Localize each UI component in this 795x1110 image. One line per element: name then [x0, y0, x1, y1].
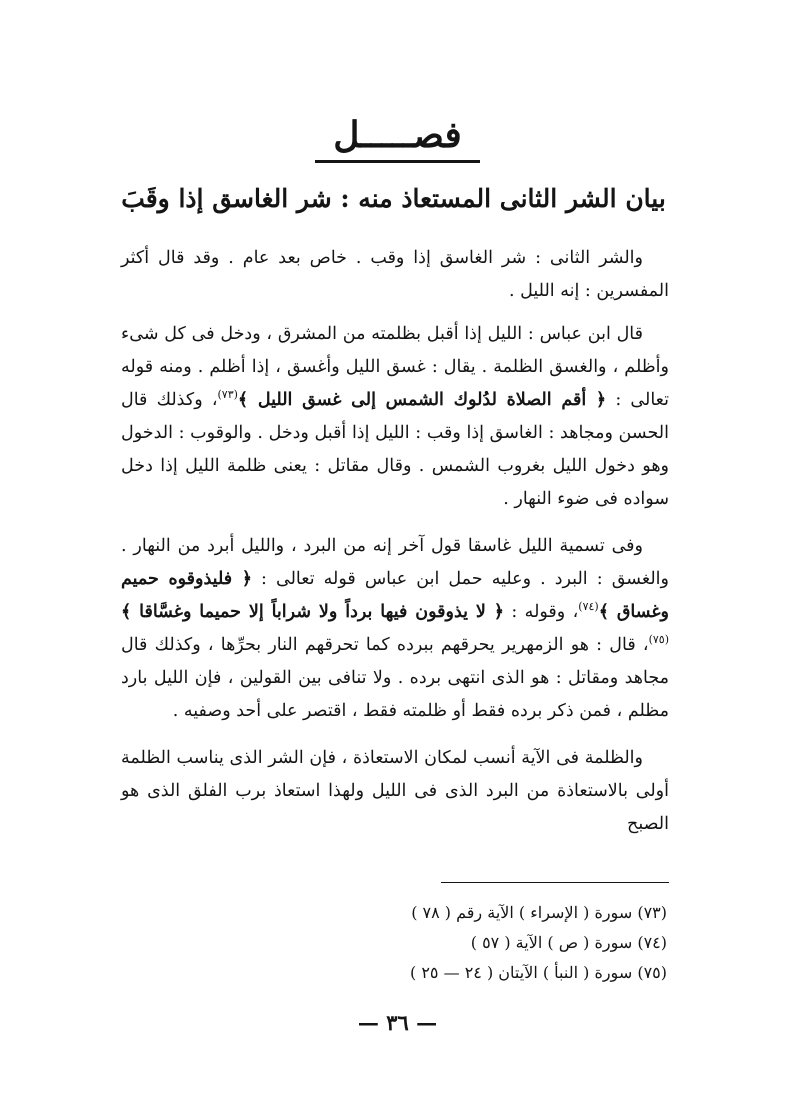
paragraph-text: والشر الثانى : شر الغاسق إذا وقب . خاص بعد عام . وقد قال أكثر المفسرين : إنه الليل .	[121, 248, 669, 301]
body-text	[121, 242, 669, 855]
quran-verse: ﴿ أقم الصلاة لدُلوك الشمس إلى غسق الليل ﴾	[237, 390, 607, 410]
paragraph-text: وفى تسمية الليل غاسقا قول آخر إنه من البرد ، والليل أبرد من النهار . والغسق : البرد . وعليه حمل ابن عباس قوله تعالى :	[121, 536, 669, 589]
section-heading-text: فصـــــل	[315, 112, 479, 163]
quran-verse: ﴿ لا يذوقون فيها برداً ولا شراباً إلا حميما وغسَّاقا ﴾	[121, 602, 505, 622]
footnote-reference: (٧٥)	[648, 633, 669, 647]
paragraph-1	[121, 242, 669, 308]
footnote-divider	[441, 882, 669, 883]
page-number: — ٣٦ —	[357, 1010, 438, 1035]
footnotes	[247, 898, 667, 988]
footnote-74: (٧٤) سورة ( ص ) الآية ( ٥٧ )	[470, 933, 667, 952]
paragraph-text: قال ابن عباس : الليل إذا أقبل بظلمته من المشرق ، ودخل فى كل شىء وأظلم ، والغسق الظلمة . يقال : غسق الليل وأغسق ، إذا أظلم . ومنه قوله تعالى :	[121, 324, 669, 410]
paragraph-2	[121, 318, 669, 516]
quran-verse: ﴿ فليذوقوه حميم وغساق ﴾	[121, 569, 669, 622]
footnote-reference: (٧٤)	[578, 600, 599, 614]
paragraph-text: والظلمة فى الآية أنسب لمكان الاستعاذة ، فإن الشر الذى يناسب الظلمة أولى بالاستعاذة من البرد الذى فى الليل ولهذا استعاذ برب الفلق الذى هو الصبح	[121, 748, 669, 834]
section-heading	[0, 112, 795, 163]
paragraph-text: ، وقوله :	[504, 602, 579, 622]
paragraph-4	[121, 742, 669, 841]
footnote-reference: (٧٣)	[217, 388, 238, 402]
paragraph-text: ، وكذلك قال الحسن ومجاهد : الغاسق إذا وقب : الليل إذا أقبل ودخل . والوقوب : الدخول وهو دخول الليل بغروب الشمس . وقال مقاتل : يعنى ظلمة الليل إذا دخل سواده فى ضوء النهار .	[121, 390, 669, 509]
footnote-75: (٧٥) سورة ( النبأ ) الآيتان ( ٢٤ — ٢٥ )	[410, 963, 667, 982]
footnote-73: (٧٣) سورة ( الإسراء ) الآية رقم ( ٧٨ )	[411, 903, 667, 922]
paragraph-text: ، قال : هو الزمهرير يحرقهم ببرده كما تحرقهم النار بحرِّها ، وكذلك قال مجاهد ومقاتل : هو الذى انتهى برده . ولا تنافى بين القولين ، فإن الليل بارد مظلم ، فمن ذكر برده فقط أو ظلمته فقط ، اقتصر على أحد وصفيه .	[121, 635, 669, 721]
page-title: بيان الشر الثانى المستعاذ منه : شر الغاسق إذا وقَبَ	[121, 184, 666, 213]
paragraph-3	[121, 530, 669, 728]
